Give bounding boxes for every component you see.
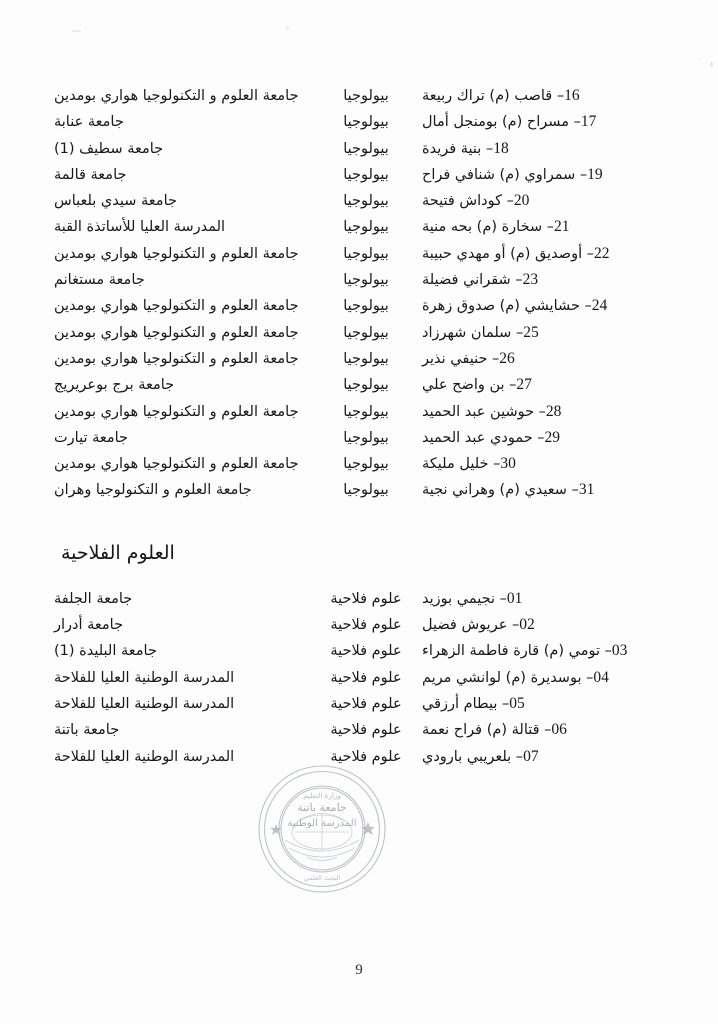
cell-university: جامعة العلوم و التكنولوجيا وهران	[54, 482, 252, 499]
cell-university: جامعة العلوم و التكنولوجيا هواري بومدين	[54, 298, 299, 315]
cell-university: جامعة العلوم و التكنولوجيا هواري بومدين	[54, 245, 299, 262]
cell-specialty: بيولوجيا	[343, 429, 389, 446]
cell-university: المدرسة العليا للأساتذة القبة	[54, 219, 226, 236]
cell-name	[420, 451, 668, 477]
cell-university: جامعة العلوم و التكنولوجيا هواري بومدين	[54, 324, 299, 341]
entry-number: 22	[593, 244, 610, 262]
cell-university: جامعة عنابة	[54, 114, 124, 131]
table-row	[50, 399, 668, 425]
cell-university: جامعة مستغانم	[54, 272, 145, 289]
entry-number: 17	[580, 113, 597, 131]
entry-number: 19	[587, 165, 603, 183]
candidate-name: كوداش فتيحة	[422, 193, 503, 210]
cell-name	[420, 109, 668, 135]
cell-university: جامعة برج بوعريريج	[54, 377, 175, 394]
table-row	[50, 293, 668, 319]
table-row	[50, 83, 668, 109]
cell-university: جامعة تيارت	[54, 429, 129, 446]
cell-university: جامعة قالمة	[54, 166, 127, 183]
candidate-name: حنيفي نذير	[422, 350, 488, 367]
cell-name	[420, 586, 668, 612]
cell-university: جامعة البليدة (1)	[54, 643, 157, 660]
entry-number: 29	[544, 428, 561, 446]
cell-university: جامعة العلوم و التكنولوجيا هواري بومدين	[54, 456, 299, 473]
cell-name	[420, 612, 668, 638]
number-dash: –	[510, 272, 523, 289]
number-dash: –	[497, 695, 510, 712]
cell-name	[420, 399, 668, 425]
number-dash: –	[502, 193, 514, 210]
table-row	[50, 612, 668, 638]
cell-university: المدرسة الوطنية العليا للفلاحة	[54, 748, 235, 765]
cell-specialty: علوم فلاحية	[330, 748, 402, 765]
table-row	[50, 136, 668, 162]
cell-specialty: بيولوجيا	[343, 324, 389, 341]
candidate-name: نجيمي بوزيد	[422, 590, 496, 607]
official-seal-stamp	[255, 762, 389, 896]
cell-specialty: بيولوجيا	[343, 114, 389, 131]
table-row	[50, 214, 668, 240]
section-heading: العلوم الفلاحية	[61, 541, 175, 564]
cell-specialty: علوم فلاحية	[330, 643, 402, 660]
cell-name	[420, 425, 668, 451]
candidate-name: حمودي عبد الحميد	[422, 429, 533, 446]
cell-university: جامعة العلوم و التكنولوجيا هواري بومدين	[54, 350, 299, 367]
number-dash: –	[507, 617, 520, 634]
entry-number: 04	[593, 668, 609, 686]
cell-name	[420, 346, 668, 372]
cell-name	[420, 162, 668, 188]
candidate-name: بلعريبي بارودي	[422, 748, 512, 765]
entry-number: 20	[513, 192, 530, 210]
cell-university: جامعة باتنة	[54, 722, 120, 739]
entry-number: 03	[611, 642, 628, 660]
candidate-name: أوصديق (م) أو مهدي حبيبة	[422, 245, 583, 262]
candidate-name: بوسديرة (م) لوانشي مريم	[422, 669, 582, 686]
cell-name	[420, 136, 668, 162]
number-dash: –	[487, 350, 500, 367]
cell-university: جامعة العلوم و التكنولوجيا هواري بومدين	[54, 88, 299, 104]
cell-specialty: علوم فلاحية	[330, 722, 402, 739]
entry-number: 02	[519, 616, 535, 634]
cell-specialty: بيولوجيا	[343, 403, 389, 420]
cell-specialty: بيولوجيا	[343, 166, 389, 183]
svg-text:وزارة التعليم: وزارة التعليم	[303, 791, 341, 800]
cell-university: المدرسة الوطنية العليا للفلاحة	[54, 695, 235, 712]
table-row	[50, 109, 668, 135]
entry-number: 25	[523, 323, 539, 341]
number-dash: –	[575, 166, 588, 183]
cell-name	[420, 477, 668, 503]
number-dash: –	[504, 377, 517, 394]
candidate-name: مسراح (م) بومنجل أمال	[422, 114, 569, 131]
entry-number: 27	[516, 376, 532, 394]
cell-specialty: بيولوجيا	[343, 298, 389, 315]
cell-specialty: بيولوجيا	[343, 272, 389, 289]
candidate-name: خليل مليكة	[422, 456, 489, 473]
cell-name	[420, 188, 668, 214]
cell-specialty: بيولوجيا	[343, 88, 389, 104]
cell-university: المدرسة الوطنية العليا للفلاحة	[54, 669, 235, 686]
svg-text:المدرسة الوطنية: المدرسة الوطنية	[287, 818, 357, 829]
candidate-name: بن واضح علي	[422, 377, 505, 394]
cell-name	[420, 744, 668, 770]
page-number: 9	[355, 962, 363, 978]
table-row	[50, 451, 668, 477]
table-row	[50, 241, 668, 267]
cell-specialty: بيولوجيا	[343, 456, 389, 473]
number-dash: –	[568, 114, 581, 131]
table-row	[50, 477, 668, 503]
cell-specialty: بيولوجيا	[343, 140, 389, 157]
number-dash: –	[539, 722, 552, 739]
entry-number: 18	[493, 139, 509, 157]
cell-specialty: بيولوجيا	[343, 377, 389, 394]
table-row	[50, 691, 668, 717]
cell-name	[420, 638, 668, 664]
cell-name	[420, 665, 668, 691]
number-dash: –	[481, 140, 494, 157]
cell-specialty: علوم فلاحية	[330, 617, 402, 634]
cell-name	[420, 691, 668, 717]
table-row	[50, 425, 668, 451]
table-row	[50, 346, 668, 372]
table-row	[50, 267, 668, 293]
cell-name	[420, 372, 668, 398]
candidate-name: تومي (م) قارة فاطمة الزهراء	[422, 643, 601, 660]
number-dash: –	[495, 590, 507, 607]
svg-text:البحث العلمي: البحث العلمي	[303, 874, 341, 882]
table-row	[50, 717, 668, 743]
candidate-name: عريوش فضيل	[422, 617, 508, 634]
number-dash: –	[600, 643, 612, 660]
candidate-name: قاصب (م) تراك ربيعة	[422, 88, 553, 104]
table-row	[50, 638, 668, 664]
candidate-name: بنية فريدة	[422, 140, 482, 157]
candidate-list-table	[50, 83, 668, 504]
candidate-name: شقراني فضيلة	[422, 272, 511, 289]
section-spacer	[0, 564, 718, 586]
cell-name	[420, 214, 668, 240]
entry-number: 30	[500, 455, 516, 473]
number-dash: –	[566, 482, 579, 499]
section-spacer	[0, 504, 718, 542]
cell-name	[420, 241, 668, 267]
table-row	[50, 744, 668, 770]
cell-name	[420, 267, 668, 293]
cell-specialty: بيولوجيا	[343, 350, 389, 367]
number-dash: –	[552, 88, 565, 104]
number-dash: –	[581, 669, 594, 686]
table-row	[50, 162, 668, 188]
table-row	[50, 665, 668, 691]
entry-number: 23	[522, 271, 539, 289]
entry-number: 26	[499, 349, 515, 367]
number-dash: –	[532, 429, 545, 446]
entry-number: 24	[591, 297, 608, 315]
cell-specialty: علوم فلاحية	[330, 695, 402, 712]
cell-university: جامعة العلوم و التكنولوجيا هواري بومدين	[54, 403, 299, 420]
entry-number: 16	[564, 87, 580, 104]
table-row	[50, 586, 668, 612]
candidate-name: قتالة (م) فراح نعمة	[422, 722, 540, 739]
cell-specialty: بيولوجيا	[343, 219, 389, 236]
cell-specialty: علوم فلاحية	[330, 669, 402, 686]
number-dash: –	[488, 456, 501, 473]
svg-text:جامعة باتنة: جامعة باتنة	[297, 801, 347, 814]
number-dash: –	[582, 245, 594, 262]
cell-specialty: علوم فلاحية	[330, 590, 402, 607]
candidate-name: سخارة (م) بحه منية	[422, 219, 543, 236]
table-row	[50, 320, 668, 346]
cell-university: جامعة أدرار	[54, 617, 124, 634]
cell-university: جامعة سطيف (1)	[54, 140, 164, 157]
candidate-name: حشايشي (م) صدوق زهرة	[422, 298, 580, 315]
candidate-name: سلمان شهرزاد	[422, 324, 512, 341]
table-row	[50, 188, 668, 214]
candidate-list-table	[50, 586, 668, 770]
entry-number: 07	[523, 747, 539, 765]
entry-number: 06	[551, 721, 567, 739]
cell-name	[420, 717, 668, 743]
sections-container	[0, 83, 718, 770]
candidate-name: بيطام أرزقي	[422, 695, 498, 712]
cell-name	[420, 83, 668, 109]
cell-specialty: بيولوجيا	[343, 245, 389, 262]
cell-university: جامعة سيدي بلعباس	[54, 193, 177, 210]
top-margin	[0, 0, 718, 83]
cell-university: جامعة الجلفة	[54, 590, 133, 607]
cell-name	[420, 293, 668, 319]
candidate-name: سعيدي (م) وهراني نجية	[422, 482, 567, 499]
number-dash: –	[542, 219, 554, 236]
entry-number: 31	[578, 481, 595, 499]
candidate-name: حوشين عبد الحميد	[422, 403, 535, 420]
cell-specialty: بيولوجيا	[343, 482, 389, 499]
number-dash: –	[534, 403, 546, 420]
entry-number: 21	[553, 218, 570, 236]
number-dash: –	[511, 748, 524, 765]
cell-name	[420, 320, 668, 346]
cell-specialty: بيولوجيا	[343, 193, 389, 210]
number-dash: –	[579, 298, 592, 315]
number-dash: –	[511, 324, 524, 341]
entry-number: 28	[545, 402, 562, 420]
table-row	[50, 372, 668, 398]
entry-number: 01	[506, 589, 523, 607]
candidate-name: سمراوي (م) شنافي فراح	[422, 166, 576, 183]
entry-number: 05	[509, 694, 525, 712]
